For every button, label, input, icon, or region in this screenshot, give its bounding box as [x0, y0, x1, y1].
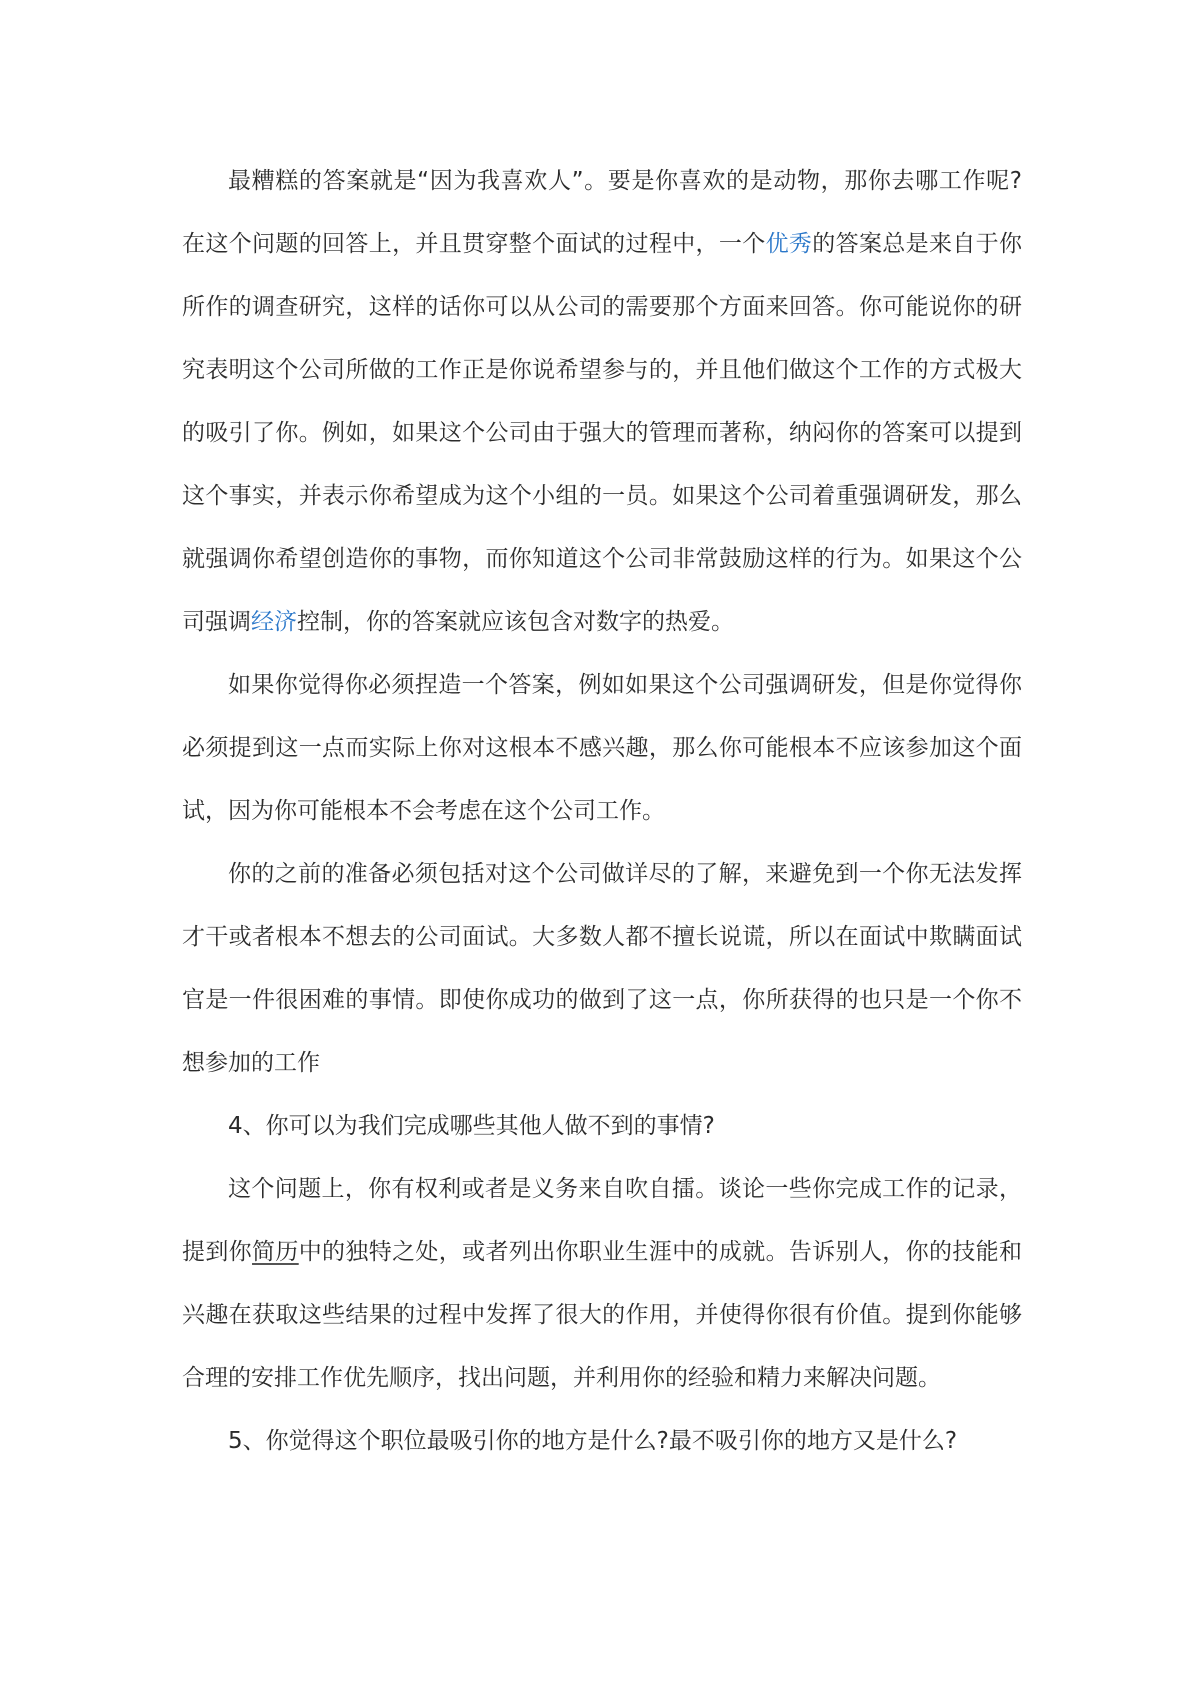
link-youxiu[interactable]: 优秀	[765, 231, 813, 257]
paragraph-text: 控制，你的答案就应该包含对数字的热爱。	[297, 609, 734, 635]
paragraph-text: 的答案总是来自于你所作的调查研究，这样的话你可以从公司的需要那个方面来回答。你可能说你的研究表明这个公司所做的工作正是你说希望参与的，并且他们做这个工作的方式极大的吸引了你。例如，如果这个公司由于强大的管理而著称，纳闷你的答案可以提到这个事实，并表示你希望成为这个小组的一员。如果这个公司着重强调研发，那么就强调你希望创造你的事物，而你知道这个公司非常鼓励这样的行为。如果这个公司强调	[182, 231, 1023, 635]
paragraph-text: 这个问题上，你有权利或者是义务来自吹自擂。谈论一些你完成工作的记录，提到你	[182, 1176, 1022, 1265]
paragraph-text: 中的独特之处，或者列出你职业生涯中的成就。告诉别人，你的技能和兴趣在获取这些结果的过程中发挥了很大的作用，并使得你很有价值。提到你能够合理的安排工作优先顺序，找出问题，并利用你的经验和精力来解决问题。	[182, 1239, 1023, 1391]
question-5-heading: 5、你觉得这个职位最吸引你的地方是什么?最不吸引你的地方又是什么?	[228, 1428, 958, 1454]
paragraph-answer-4	[182, 1158, 1022, 1410]
link-jianli[interactable]: 简历	[252, 1239, 299, 1265]
paragraph-preparation: 你的之前的准备必须包括对这个公司做详尽的了解，来避免到一个你无法发挥才干或者根本不想去的公司面试。大多数人都不擅长说谎，所以在面试中欺瞒面试官是一件很困难的事情。即使你成功的做到了这一点，你所获得的也只是一个你不想参加的工作	[182, 861, 1022, 1076]
paragraph-answer-intro	[182, 150, 1022, 654]
paragraph-fabricate: 如果你觉得你必须捏造一个答案，例如如果这个公司强调研发，但是你觉得你必须提到这一点而实际上你对这根本不感兴趣，那么你可能根本不应该参加这个面试，因为你可能根本不会考虑在这个公司工作。	[182, 672, 1022, 824]
question-4-heading: 4、你可以为我们完成哪些其他人做不到的事情?	[228, 1113, 715, 1139]
link-jingji[interactable]: 经济	[251, 609, 297, 635]
paragraph-text: 最糟糕的答案就是“因为我喜欢人”。要是你喜欢的是动物，那你去哪工作呢?在这个问题的回答上，并且贯穿整个面试的过程中，一个	[182, 168, 1022, 257]
document-body	[182, 150, 1022, 1473]
